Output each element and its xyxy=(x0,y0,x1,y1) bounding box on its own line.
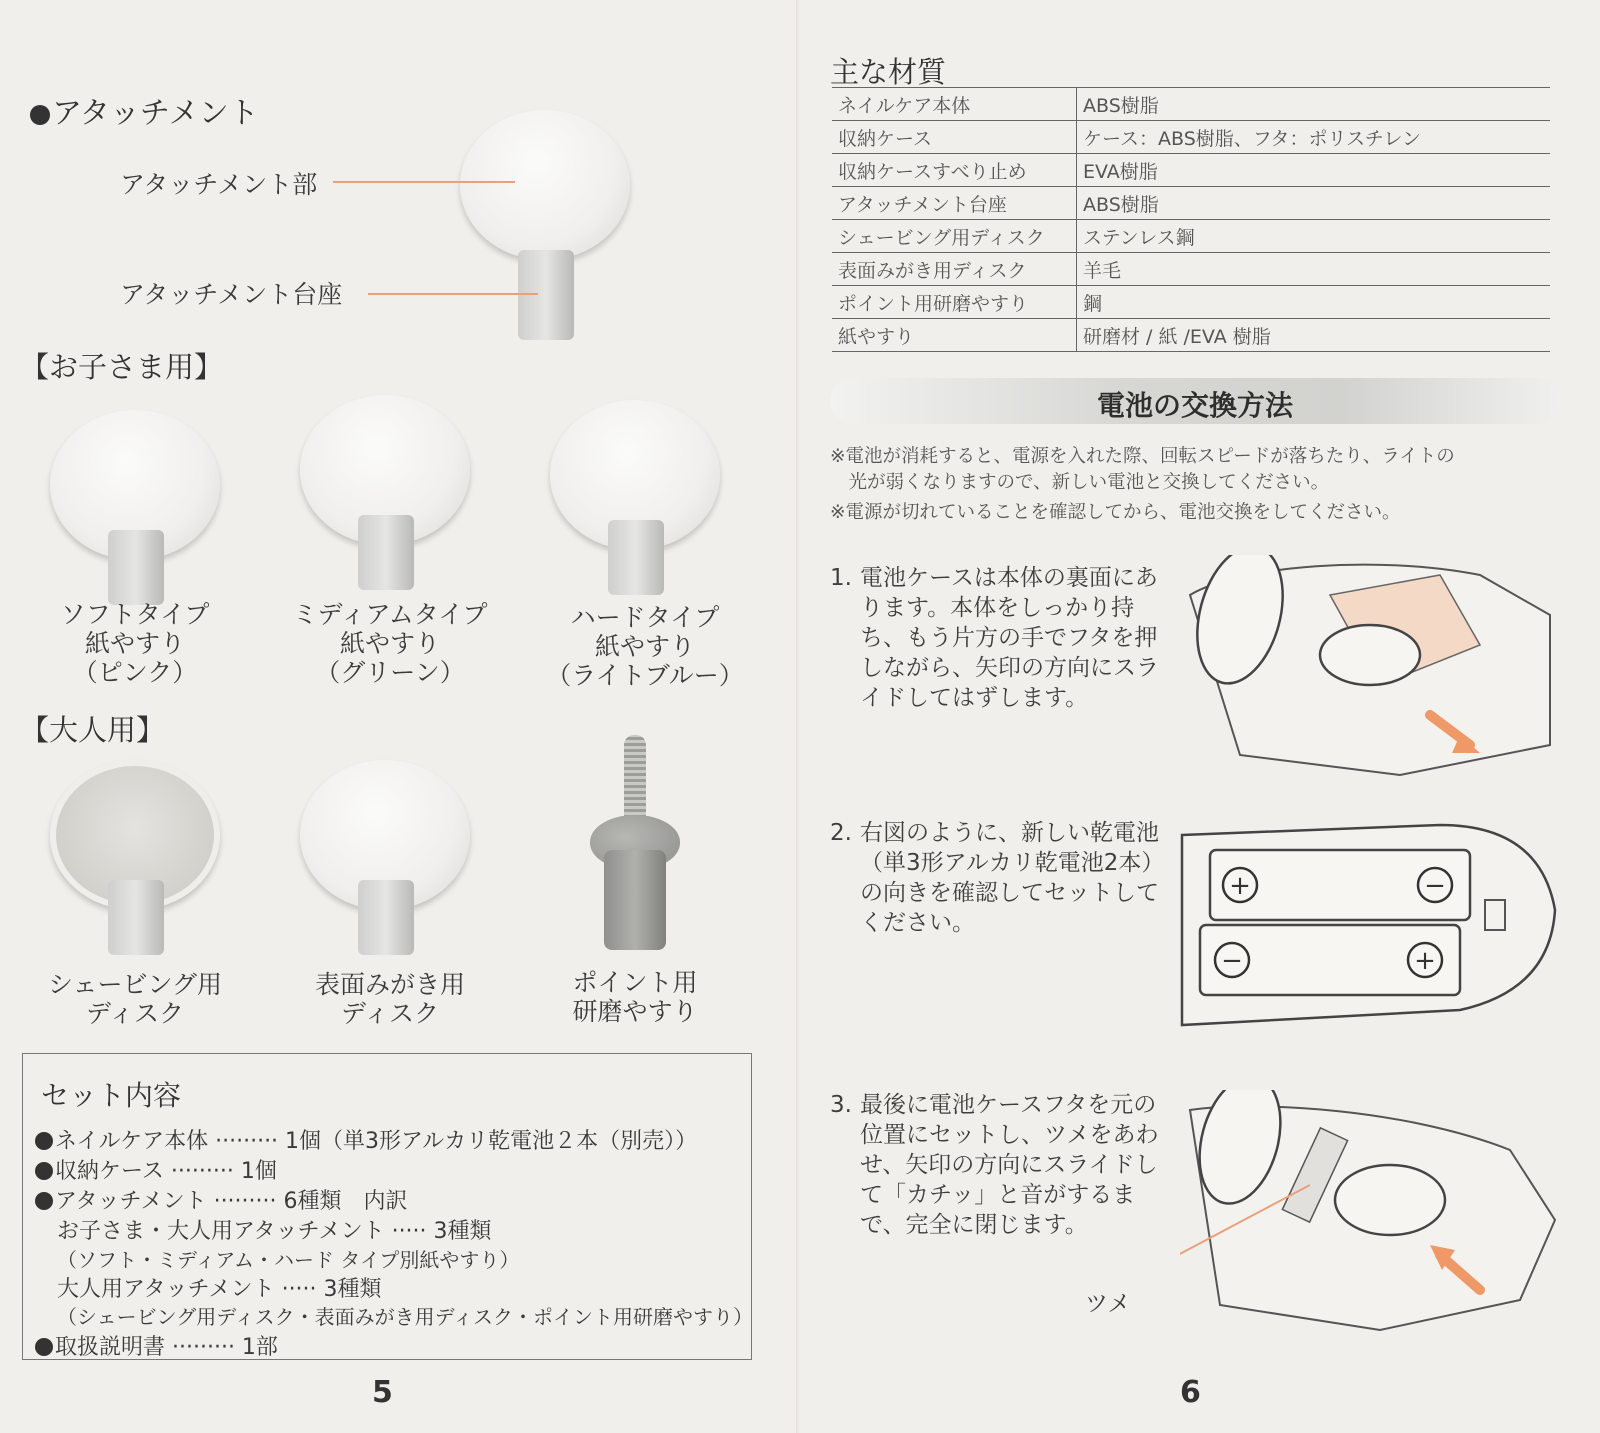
set-subitem: 大人用アタッチメント ····· 3種類 xyxy=(57,1277,382,1302)
bullet-icon xyxy=(35,1338,53,1356)
material-value: ABS樹脂 xyxy=(1077,88,1551,121)
battery-note: ※電池が消耗すると、電源を入れた際、回転スピードが落ちたり、ライトの xyxy=(830,446,1455,467)
material-part: 収納ケースすべり止め xyxy=(832,154,1077,187)
soft-label: ソフトタイプ 紙やすり （ピンク） xyxy=(60,600,210,687)
minus-icon: − xyxy=(1424,871,1446,901)
shaving-label: シェービング用 ディスク xyxy=(47,970,222,1028)
material-part: 表面みがき用ディスク xyxy=(832,253,1077,286)
material-value: ABS樹脂 xyxy=(1077,187,1551,220)
leader-line xyxy=(333,181,515,183)
material-part: ポイント用研磨やすり xyxy=(832,286,1077,319)
step-2: 2. 右図のように、新しい乾電池（単3形アルカリ乾電池2本）の向きを確認してセットしてください。 xyxy=(830,820,1165,936)
material-part: 収納ケース xyxy=(832,121,1077,154)
point-file xyxy=(590,735,690,965)
bullet-icon xyxy=(35,1162,53,1180)
materials-row xyxy=(832,121,1550,154)
materials-row xyxy=(832,253,1550,286)
set-contents-box xyxy=(22,1053,752,1360)
material-value: ステンレス鋼 xyxy=(1077,220,1551,253)
set-item: ネイルケア本体 ········· 1個（単3形アルカリ乾電池２本（別売）） xyxy=(35,1124,697,1155)
kids-header: 【お子さま用】 xyxy=(20,350,224,384)
battery-section-title: 電池の交換方法 xyxy=(1096,389,1293,422)
left-page xyxy=(0,0,790,1433)
plus-icon: + xyxy=(1414,946,1436,976)
set-subitem-note: （シェービング用ディスク・表面みがき用ディスク・ポイント用研磨やすり） xyxy=(57,1305,753,1329)
materials-row xyxy=(832,286,1550,319)
materials-row xyxy=(832,319,1550,352)
set-subitem: お子さま・大人用アタッチメント ····· 3種類 xyxy=(57,1219,492,1244)
plus-icon: + xyxy=(1229,871,1251,901)
minus-icon: − xyxy=(1221,946,1243,976)
material-part: シェービング用ディスク xyxy=(832,220,1077,253)
material-value: EVA樹脂 xyxy=(1077,154,1551,187)
tsume-label: ツメ xyxy=(1085,1291,1131,1317)
material-value: 研磨材 / 紙 /EVA 樹脂 xyxy=(1077,319,1551,352)
step-3: 3. 最後に電池ケースフタを元の位置にセットし、ツメをあわせ、矢印の方向にスライドして「カチッ」と音がするまで、完全に閉じます。 xyxy=(830,1092,1159,1238)
step-2-illustration xyxy=(1180,820,1560,1030)
attachment-header: アタッチメント xyxy=(30,88,259,132)
materials-row xyxy=(832,88,1550,121)
step-3-illustration xyxy=(1180,1090,1560,1340)
materials-row xyxy=(832,154,1550,187)
material-part: 紙やすり xyxy=(832,319,1077,352)
point-label: ポイント用 研磨やすり xyxy=(572,968,698,1026)
step-1: 1. 電池ケースは本体の裏面にあります。本体をしっかり持ち、もう片方の手でフタを押しながら、矢印の方向にスライドしてはずします。 xyxy=(830,565,1159,711)
material-value: 羊毛 xyxy=(1077,253,1551,286)
medium-label: ミディアムタイプ 紙やすり （グリーン） xyxy=(292,600,488,687)
material-value: ケース：ABS樹脂、フタ：ポリスチレン xyxy=(1077,121,1551,154)
set-item: 収納ケース ········· 1個 xyxy=(35,1154,277,1185)
hard-label: ハードタイプ 紙やすり （ライトブルー） xyxy=(546,603,744,690)
set-subitem-note: （ソフト・ミディアム・ハード タイプ別紙やすり） xyxy=(57,1248,520,1272)
adult-header: 【大人用】 xyxy=(20,713,166,747)
materials-table xyxy=(832,87,1550,352)
material-value: 鋼 xyxy=(1077,286,1551,319)
battery-note: 光が弱くなりますので、新しい電池と交換してください。 xyxy=(830,472,1330,493)
materials-row xyxy=(832,220,1550,253)
leader-line xyxy=(368,293,538,295)
material-part: アタッチメント台座 xyxy=(832,187,1077,220)
set-contents-title: セット内容 xyxy=(41,1079,182,1112)
page-number: 6 xyxy=(1180,1375,1201,1410)
book-spine xyxy=(796,0,800,1433)
step-1-illustration xyxy=(1180,555,1560,785)
page-number: 5 xyxy=(372,1375,393,1410)
bullet-icon xyxy=(35,1192,53,1210)
set-item: 取扱説明書 ········· 1部 xyxy=(35,1330,278,1361)
battery-note: ※電源が切れていることを確認してから、電池交換をしてください。 xyxy=(830,502,1401,523)
materials-row xyxy=(832,187,1550,220)
battery-section-bar xyxy=(830,378,1560,424)
set-item: アタッチメント ········· 6種類 内訳 xyxy=(35,1184,408,1215)
attachment-part-label: アタッチメント部 xyxy=(120,170,318,199)
materials-title: 主な材質 xyxy=(830,55,947,89)
material-part: ネイルケア本体 xyxy=(832,88,1077,121)
attachment-base-label: アタッチメント台座 xyxy=(120,280,343,309)
bullet-icon xyxy=(35,1132,53,1150)
bullet-icon xyxy=(30,105,50,125)
polishing-label: 表面みがき用 ディスク xyxy=(314,970,465,1028)
